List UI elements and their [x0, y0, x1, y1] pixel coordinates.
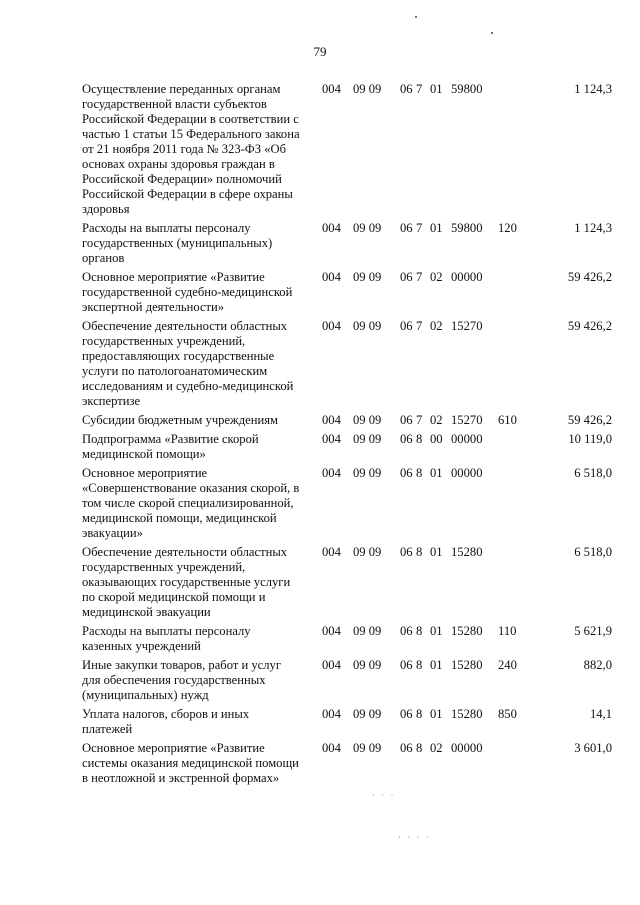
- table-row: [82, 82, 612, 217]
- direction-code: 15280: [451, 624, 483, 638]
- subprogram-code: 8: [416, 432, 423, 446]
- scan-speck: [491, 32, 493, 34]
- event-code: 01: [430, 707, 443, 721]
- expense-type-code: 850: [498, 707, 517, 721]
- table-row: [82, 319, 612, 409]
- table-row: [82, 741, 612, 786]
- section-code: 09 09: [353, 624, 382, 638]
- section-code: 09 09: [353, 658, 382, 672]
- event-code: 01: [430, 221, 443, 235]
- table-row: [82, 466, 612, 541]
- section-code: 09 09: [353, 432, 382, 446]
- event-code: 02: [430, 741, 443, 755]
- row-description: Основное мероприятие «Совершенствование оказания скорой, в том числе скорой специализированной, медицинской помощи, медицинской эвакуации»: [82, 466, 300, 540]
- subprogram-code: 7: [416, 319, 423, 333]
- section-code: 09 09: [353, 221, 382, 235]
- ministry-code: 004: [322, 319, 341, 333]
- row-description: Расходы на выплаты персоналу казенных учреждений: [82, 624, 251, 653]
- table-row: [82, 624, 612, 654]
- section-code: 09 09: [353, 466, 382, 480]
- section-code: 09 09: [353, 319, 382, 333]
- program-code: 06: [400, 432, 413, 446]
- event-code: 01: [430, 82, 443, 96]
- section-code: 09 09: [353, 270, 382, 284]
- expense-type-code: 110: [498, 624, 517, 638]
- subprogram-code: 8: [416, 707, 423, 721]
- scan-noise: · · · ·: [398, 832, 431, 842]
- scan-speck: [415, 16, 417, 18]
- direction-code: 00000: [451, 466, 483, 480]
- direction-code: 59800: [451, 82, 483, 96]
- subprogram-code: 8: [416, 658, 423, 672]
- table-row: [82, 270, 612, 315]
- subprogram-code: 8: [416, 741, 423, 755]
- section-code: 09 09: [353, 545, 382, 559]
- expense-type-code: 120: [498, 221, 517, 235]
- direction-code: 15270: [451, 413, 483, 427]
- ministry-code: 004: [322, 82, 341, 96]
- subprogram-code: 7: [416, 82, 423, 96]
- amount: 59 426,2: [567, 319, 612, 333]
- program-code: 06: [400, 82, 413, 96]
- row-description: Подпрограмма «Развитие скорой медицинской помощи»: [82, 432, 259, 461]
- ministry-code: 004: [322, 413, 341, 427]
- row-description: Субсидии бюджетным учреждениям: [82, 413, 278, 427]
- amount: 6 518,0: [574, 466, 612, 480]
- program-code: 06: [400, 545, 413, 559]
- program-code: 06: [400, 270, 413, 284]
- event-code: 01: [430, 466, 443, 480]
- page-number: 79: [313, 44, 327, 59]
- program-code: 06: [400, 413, 413, 427]
- event-code: 02: [430, 413, 443, 427]
- section-code: 09 09: [353, 707, 382, 721]
- row-description: Осуществление переданных органам государственной власти субъектов Российской Федерации в соответствии с частью 1 статьи 15 Федерального закона от 21 ноября 2011 года № 323-ФЗ «Об основах охраны здоровья граждан в Российской Федерации» полномочий Российской Федерации в сфере охраны здоровья: [82, 82, 300, 216]
- direction-code: 59800: [451, 221, 483, 235]
- row-description: Иные закупки товаров, работ и услуг для обеспечения государственных (муниципальных) нужд: [82, 658, 282, 702]
- ministry-code: 004: [322, 707, 341, 721]
- table-row: [82, 707, 612, 737]
- amount: 14,1: [589, 707, 612, 721]
- table-row: [82, 432, 612, 462]
- amount: 882,0: [583, 658, 612, 672]
- table-row: [82, 413, 612, 428]
- direction-code: 00000: [451, 741, 483, 755]
- expense-type-code: 610: [498, 413, 517, 427]
- row-description: Расходы на выплаты персоналу государственных (муниципальных) органов: [82, 221, 273, 265]
- direction-code: 00000: [451, 432, 483, 446]
- event-code: 02: [430, 319, 443, 333]
- program-code: 06: [400, 319, 413, 333]
- amount: 5 621,9: [574, 624, 612, 638]
- subprogram-code: 7: [416, 221, 423, 235]
- event-code: 01: [430, 545, 443, 559]
- direction-code: 15280: [451, 658, 483, 672]
- event-code: 01: [430, 658, 443, 672]
- row-description: Обеспечение деятельности областных государственных учреждений, оказывающих государственные услуги по скорой медицинской помощи и медицинской эвакуации: [82, 545, 291, 619]
- table-row: [82, 221, 612, 266]
- direction-code: 00000: [451, 270, 483, 284]
- direction-code: 15280: [451, 545, 483, 559]
- amount: 1 124,3: [574, 221, 612, 235]
- ministry-code: 004: [322, 466, 341, 480]
- amount: 6 518,0: [574, 545, 612, 559]
- program-code: 06: [400, 624, 413, 638]
- section-code: 09 09: [353, 741, 382, 755]
- ministry-code: 004: [322, 221, 341, 235]
- program-code: 06: [400, 741, 413, 755]
- subprogram-code: 8: [416, 545, 423, 559]
- event-code: 00: [430, 432, 443, 446]
- subprogram-code: 8: [416, 466, 423, 480]
- scan-noise: · · ·: [372, 790, 396, 800]
- amount: 10 119,0: [568, 432, 612, 446]
- row-description: Обеспечение деятельности областных государственных учреждений, предоставляющих государственные услуги по патологоанатомическим исследованиям и судебно-медицинской экспертизе: [82, 319, 294, 408]
- table-row: [82, 545, 612, 620]
- direction-code: 15280: [451, 707, 483, 721]
- amount: 59 426,2: [567, 270, 612, 284]
- subprogram-code: 7: [416, 270, 423, 284]
- ministry-code: 004: [322, 545, 341, 559]
- amount: 59 426,2: [567, 413, 612, 427]
- section-code: 09 09: [353, 82, 382, 96]
- program-code: 06: [400, 466, 413, 480]
- subprogram-code: 8: [416, 624, 423, 638]
- row-description: Основное мероприятие «Развитие государственной судебно-медицинской экспертной деятельности»: [82, 270, 293, 314]
- ministry-code: 004: [322, 658, 341, 672]
- event-code: 01: [430, 624, 443, 638]
- subprogram-code: 7: [416, 413, 423, 427]
- ministry-code: 004: [322, 624, 341, 638]
- amount: 3 601,0: [574, 741, 612, 755]
- event-code: 02: [430, 270, 443, 284]
- table-row: [82, 658, 612, 703]
- section-code: 09 09: [353, 413, 382, 427]
- amount: 1 124,3: [574, 82, 612, 96]
- program-code: 06: [400, 707, 413, 721]
- direction-code: 15270: [451, 319, 483, 333]
- program-code: 06: [400, 221, 413, 235]
- row-description: Основное мероприятие «Развитие системы оказания медицинской помощи в неотложной и экстренной формах»: [82, 741, 299, 785]
- ministry-code: 004: [322, 741, 341, 755]
- ministry-code: 004: [322, 270, 341, 284]
- ministry-code: 004: [322, 432, 341, 446]
- row-description: Уплата налогов, сборов и иных платежей: [82, 707, 250, 736]
- budget-table: [82, 82, 612, 790]
- expense-type-code: 240: [498, 658, 517, 672]
- program-code: 06: [400, 658, 413, 672]
